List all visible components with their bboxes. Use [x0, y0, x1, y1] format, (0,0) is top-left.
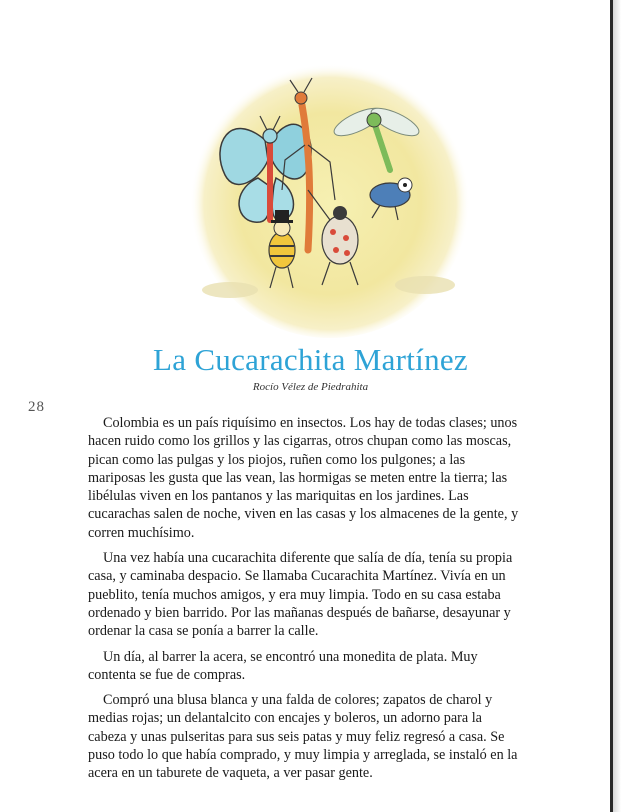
page-number: 28 — [28, 399, 45, 415]
story-author: Rocío Vélez de Piedrahita — [252, 381, 369, 393]
page-edge — [610, 0, 613, 812]
story-paragraph: Colombia es un país riquísimo en insectos. Los hay de todas clases; unos hacen ruido como los grillos y las cigarras, otros chupan como las moscas, pican como las pulgas y los piojos, ruñen como los pulgones; a las mariposas les gusta que las vean, las hormigas se meten entre la tierra; las libélulas viven en los pantanos y las mariquitas en los jardines. Las cucarachas salen de noche, viven en las casas y los almacenes de la gente, y corren muchísimo. — [88, 415, 519, 541]
insects-illustration — [190, 50, 470, 340]
story-paragraph: Compró una blusa blanca y una falda de colores; zapatos de charol y medias rojas; un delantalcito con encajes y boleros, un adorno para la cabeza y unas pulseritas para sus seis patas y muy feliz regresó a casa. Se puso todo lo que había comprado, y muy limpia y arreglada, se instaló en la acera en un taburete de vaqueta, a ver pasar gente. — [88, 692, 518, 782]
story-title: La Cucarachita Martínez — [152, 342, 468, 377]
page-edge-shadow — [613, 0, 621, 812]
cloud — [395, 276, 455, 294]
story-paragraph: Una vez había una cucarachita diferente que salía de día, tenía su propia casa, y caminaba despacio. Se llamaba Cucarachita Martínez. Vivía en un pueblito, tenía muchos amigos, y era muy limpia. Todo en su casa estaba ordenado y bien barrido. Por las mañanas después de bañarse, desayunar y ordenar la casa se ponía a barrer la calle. — [88, 550, 513, 640]
story-paragraph: Un día, al barrer la acera, se encontró una monedita de plata. Muy contenta se fue de compras. — [88, 648, 478, 683]
cloud — [202, 282, 258, 298]
story-body — [88, 414, 524, 790]
